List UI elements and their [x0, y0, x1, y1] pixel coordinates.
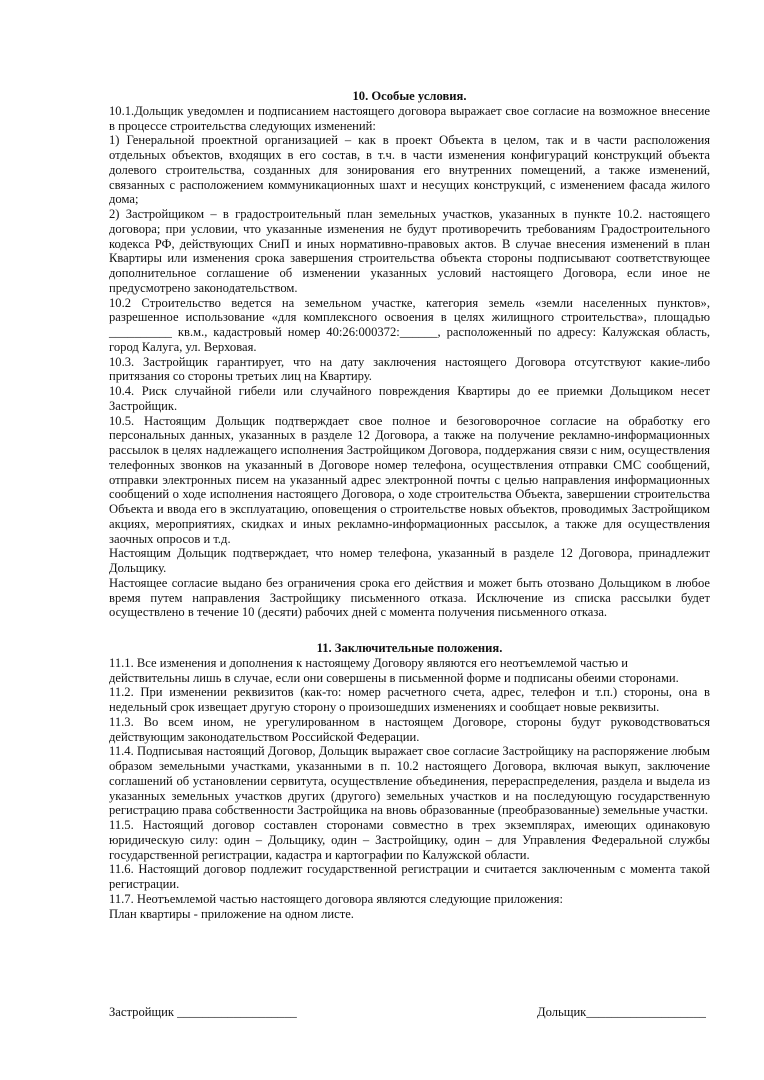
- paragraph-10-2: 10.2 Строительство ведется на земельном участке, категория земель «земли населенных пунктов», разрешенное использование «для комплексного освоения в целях жилищного строительства», площадью __________ кв.м., кадастровый номер 40:26:000372:______, расположенный по адресу: Калужская область, город Калуга, ул. Верховая.: [109, 295, 710, 354]
- paragraph-10-1: 10.1.Дольщик уведомлен и подписанием настоящего договора выражает свое согласие на возможное внесение в процессе строительства следующих изменений:: [109, 103, 710, 133]
- paragraph-11-1-line-2: действительны лишь в случае, если они совершены в письменной форме и подписаны обеими сторонами.: [109, 670, 679, 685]
- paragraph-11-1-line-1: 11.1. Все изменения и дополнения к настоящему Договору являются его неотъемлемой частью и: [109, 655, 629, 670]
- section-10: [109, 89, 710, 620]
- section-11-title: 11. Заключительные положения.: [316, 641, 503, 655]
- paragraph-10-1-item-2: 2) Застройщиком – в градостроительный план земельных участков, указанных в пункте 10.2. настоящего договора; при условии, что указанные изменения не будут противоречить требованиям Градостроительного кодекса РФ, действующих СниП и иных нормативно-правовых актов. В случае внесения изменений в план Квартиры или изменения срока завершения строительства объекта стороны подписывают соответствующее дополнительное соглашение об изменении указанных условий настоящего Договора, если иное не предусмотрено законодательством.: [109, 207, 710, 295]
- paragraph-10-5: 10.5. Настоящим Дольщик подтверждает свое полное и безоговорочное согласие на обработку его персональных данных, указанных в разделе 12 Договора, а также на получение рекламно-информационных рассылок в целях надлежащего исполнения Застройщиком Договора, поддержания связи с ним, осуществления телефонных звонков на указанный в Договоре номер телефона, осуществления отправки СМС сообщений, отправки электронных писем на указанный адрес электронной почты с целью направления информационных сообщений о ходе исполнения настоящего Договора, о ходе строительства Объекта, завершении строительства Объекта и ввода его в эксплуатацию, оповещения о строительстве новых объектов, проводимых Застройщиком акциях, мероприятиях, скидках и иных рекламно-информационных рассылок, а также для осуществления заочных опросов и т.д.: [109, 413, 710, 546]
- paragraph-10-3: 10.3. Застройщик гарантирует, что на дату заключения настоящего Договора отсутствуют какие-либо притязания со стороны третьих лиц на Квартиру.: [109, 354, 710, 384]
- section-10-title: 10. Особые условия.: [352, 89, 467, 103]
- attachment-line: План квартиры - приложение на одном листе.: [109, 906, 354, 921]
- shareholder-signature-line: Дольщик___________________: [537, 1005, 706, 1019]
- paragraph-11-4: 11.4. Подписывая настоящий Договор, Дольщик выражает свое согласие Застройщику на распоряжение любым образом земельными участками, указанными в п. 10.2 настоящего Договора, включая выкуп, заключение соглашений об установлении сервитута, осуществление объединения, перераспределения, раздела и выдела из указанных земельных участков других (другого) земельных участков и на последующую государственную регистрацию права собственности Застройщика на вновь образованные (преобразованные) земельные участки.: [109, 744, 710, 818]
- section-11: [109, 641, 710, 921]
- paragraph-11-5: 11.5. Настоящий договор составлен сторонами совместно в трех экземплярах, имеющих одинаковую юридическую силу: один – Дольщику, один – Застройщику, один – для Управления Федеральной службы государственной регистрации, кадастра и картографии по Калужской области.: [109, 818, 710, 862]
- paragraph-11-2: 11.2. При изменении реквизитов (как-то: номер расчетного счета, адрес, телефон и т.п.) стороны, она в недельный срок извещает другую сторону о произошедших изменениях и сообщает новые реквизиты.: [109, 685, 710, 714]
- paragraph-phone-confirmation: Настоящим Дольщик подтверждает, что номер телефона, указанный в разделе 12 Договора, принадлежит Дольщику.: [109, 546, 710, 575]
- paragraph-11-7: 11.7. Неотъемлемой частью настоящего договора являются следующие приложения:: [109, 891, 563, 906]
- paragraph-11-3: 11.3. Во всем ином, не урегулированном в настоящем Договоре, стороны будут руководствоваться действующим законодательством Российской Федерации.: [109, 714, 710, 744]
- paragraph-11-6: 11.6. Настоящий договор подлежит государственной регистрации и считается заключенным с момента такой регистрации.: [109, 862, 710, 891]
- developer-signature-line: Застройщик ___________________: [109, 1005, 297, 1019]
- paragraph-10-4: 10.4. Риск случайной гибели или случайного повреждения Квартиры до ее приемки Дольщиком несет Застройщик.: [109, 384, 710, 413]
- paragraph-10-1-item-1: 1) Генеральной проектной организацией – как в проект Объекта в целом, так и в части расположения отдельных объектов, входящих в его состав, в т.ч. в части изменения конфигураций конструкций объекта долевого строительства, созданных для зонирования его внутренних помещений, а также изменений, связанных с расположением коммуникационных шахт и несущих конструкций, с изменением фасада жилого дома;: [109, 133, 710, 207]
- paragraph-consent-term: Настоящее согласие выдано без ограничения срока его действия и может быть отозвано Дольщиком в любое время путем направления Застройщику письменного отказа. Исключение из списка рассылки будет осуществлено в течение 10 (десяти) рабочих дней с момента получения письменного отказа.: [109, 575, 710, 620]
